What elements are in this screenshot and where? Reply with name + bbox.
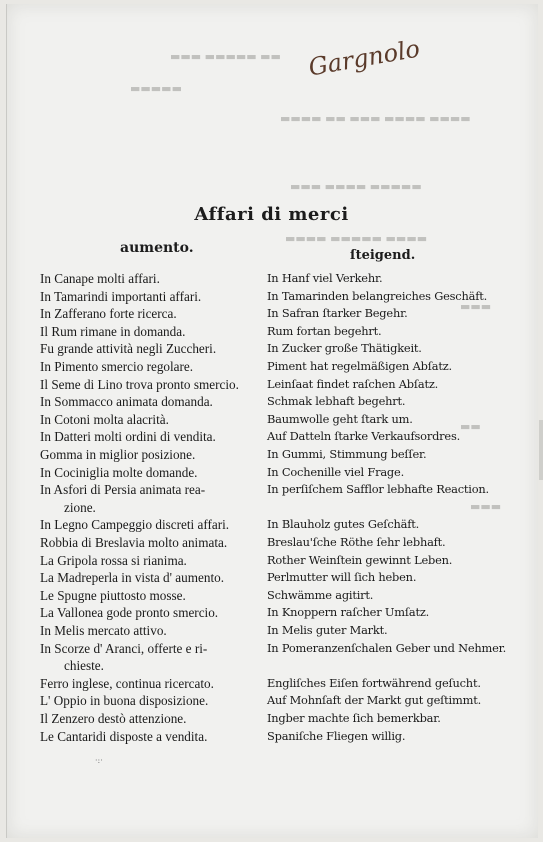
- german-text: Spaniſche Fliegen willig.: [267, 728, 406, 743]
- italian-text: [40, 270, 258, 288]
- bleed-through-text: ▬▬▬▬ ▬▬ ▬▬▬ ▬▬▬▬ ▬▬▬▬: [280, 112, 471, 125]
- german-text: Engliſches Eiſen fortwährend geſucht.: [267, 675, 481, 690]
- handwritten-signature: Gargnolo: [306, 34, 422, 82]
- italian-line: La Gripola rossa si rianima.: [40, 552, 187, 568]
- italian-text: [40, 552, 258, 570]
- italian-line: In Scorze d' Aranci, offerte e ri-: [40, 640, 208, 656]
- german-text: In Zucker große Thätigkeit.: [267, 341, 422, 356]
- italian-text: [40, 604, 258, 622]
- italian-text: [40, 481, 258, 516]
- italian-text: [40, 534, 258, 552]
- italian-line: In Melis mercato attivo.: [40, 623, 167, 638]
- italian-line-continued: chieste.: [64, 658, 104, 674]
- italian-line: La Madreperla in vista d' aumento.: [40, 570, 225, 586]
- italian-line: Gomma in miglior posizione.: [40, 447, 196, 462]
- italian-text: [40, 305, 258, 323]
- column-heading-italian: aumento.: [120, 240, 194, 256]
- italian-text: [40, 587, 258, 605]
- italian-line: In Datteri molti ordini di vendita.: [40, 429, 216, 445]
- german-text: In Pomeranzenſchalen Geber und Nehmer.: [267, 640, 507, 655]
- italian-line: In Zafferano forte ricerca.: [40, 306, 177, 322]
- german-text: Ingber machte ſich bemerkbar.: [267, 711, 441, 725]
- italian-line: Il Seme di Lino trova pronto smercio.: [40, 376, 239, 392]
- section-title: Affari di merci: [194, 204, 349, 225]
- italian-line: Ferro inglese, continua ricercato.: [40, 675, 214, 691]
- bleed-through-text: ▬▬: [460, 420, 481, 433]
- italian-line: Il Zenzero destò attenzione.: [40, 711, 187, 726]
- italian-line: Fu grande attività negli Zuccheri.: [40, 341, 217, 357]
- italian-text: [40, 710, 258, 728]
- german-text: In Tamarinden belangreiches Geschäft.: [267, 288, 488, 303]
- german-text: Perlmutter will ſich heben.: [267, 570, 417, 585]
- italian-text: [40, 728, 258, 746]
- italian-text: [40, 464, 258, 482]
- german-text: In Safran ſtarker Begehr.: [267, 306, 408, 321]
- italian-text: [40, 622, 258, 640]
- italian-line: In Canape molti affari.: [40, 271, 160, 286]
- italian-line: Il Rum rimane in domanda.: [40, 323, 186, 339]
- bleed-through-text: ▬▬▬▬ ▬▬▬▬▬ ▬▬▬▬: [285, 232, 428, 245]
- italian-text: [40, 358, 258, 376]
- italian-line: L' Oppio in buona disposizione.: [40, 693, 209, 709]
- column-heading-german: ſteigend.: [350, 248, 416, 263]
- german-text: Breslau'ſche Röthe ſehr lebhaft.: [267, 535, 446, 549]
- italian-line: In Cotoni molta alacrità.: [40, 411, 169, 427]
- italian-text: [40, 516, 258, 534]
- italian-text: [40, 692, 258, 710]
- italian-line: La Vallonea gode pronto smercio.: [40, 605, 219, 621]
- italian-text: [40, 411, 258, 429]
- italian-line: In Pimento smercio regolare.: [40, 359, 194, 374]
- german-text: Rum fortan begehrt.: [267, 323, 382, 338]
- page-edge: [539, 420, 543, 480]
- bleed-through-text: ▬▬▬: [470, 500, 502, 513]
- german-text: In Hanf viel Verkehr.: [267, 271, 383, 285]
- german-text: Auf Datteln ſtarke Verkaufsordres.: [267, 429, 461, 444]
- italian-text: [40, 446, 258, 464]
- italian-line: In Cociniglia molte domande.: [40, 464, 198, 480]
- german-text: In Gummi, Stimmung beſſer.: [267, 447, 427, 461]
- italian-text: [40, 393, 258, 411]
- german-text: Leinſaat findet raſchen Abſatz.: [267, 376, 439, 391]
- bleed-through-text: ▬▬▬ ▬▬▬▬ ▬▬▬▬▬: [290, 180, 422, 193]
- italian-line-continued: zione.: [64, 499, 96, 515]
- german-text: Piment hat regelmäßigen Abſatz.: [267, 359, 452, 373]
- italian-text: [40, 640, 258, 675]
- german-text: Schwämme agitirt.: [267, 587, 374, 602]
- german-text: Baumwolle geht ſtark um.: [267, 411, 413, 426]
- german-text: In perſiſchem Safflor lebhafte Reaction.: [267, 482, 489, 497]
- italian-text: [40, 569, 258, 587]
- italian-text: [40, 288, 258, 306]
- german-text: Rother Weinſtein gewinnt Leben.: [267, 552, 453, 567]
- italian-line: Le Spugne piuttosto mosse.: [40, 587, 186, 603]
- italian-text: [40, 340, 258, 358]
- italian-text: [40, 675, 258, 693]
- german-text: Schmak lebhaft begehrt.: [267, 394, 406, 409]
- german-text: In Melis guter Markt.: [267, 623, 388, 637]
- italian-text: [40, 323, 258, 341]
- italian-text: [40, 376, 258, 394]
- bleed-through-text: ▬▬▬: [460, 300, 492, 313]
- german-text: Auf Mohnſaft der Markt gut geſtimmt.: [267, 693, 482, 708]
- german-text: In Cochenille viel Frage.: [267, 464, 404, 479]
- italian-text: [40, 428, 258, 446]
- german-text: In Knoppern raſcher Umſatz.: [267, 605, 430, 620]
- italian-line: In Tamarindi importanti affari.: [40, 288, 202, 304]
- german-text: In Blauholz gutes Geſchäft.: [267, 517, 420, 532]
- ink-speck: ·:·: [95, 756, 103, 765]
- italian-line: In Asfori di Persia animata rea-: [40, 482, 206, 498]
- italian-line: In Legno Campeggio discreti affari.: [40, 517, 230, 533]
- bleed-through-text: ▬▬▬ ▬▬▬▬▬ ▬▬: [170, 50, 281, 63]
- italian-line: In Sommacco animata domanda.: [40, 394, 213, 410]
- italian-line: Robbia di Breslavia molto animata.: [40, 535, 228, 550]
- italian-line: Le Cantaridi disposte a vendita.: [40, 728, 208, 744]
- bleed-through-text: ▬▬▬▬▬: [130, 82, 182, 95]
